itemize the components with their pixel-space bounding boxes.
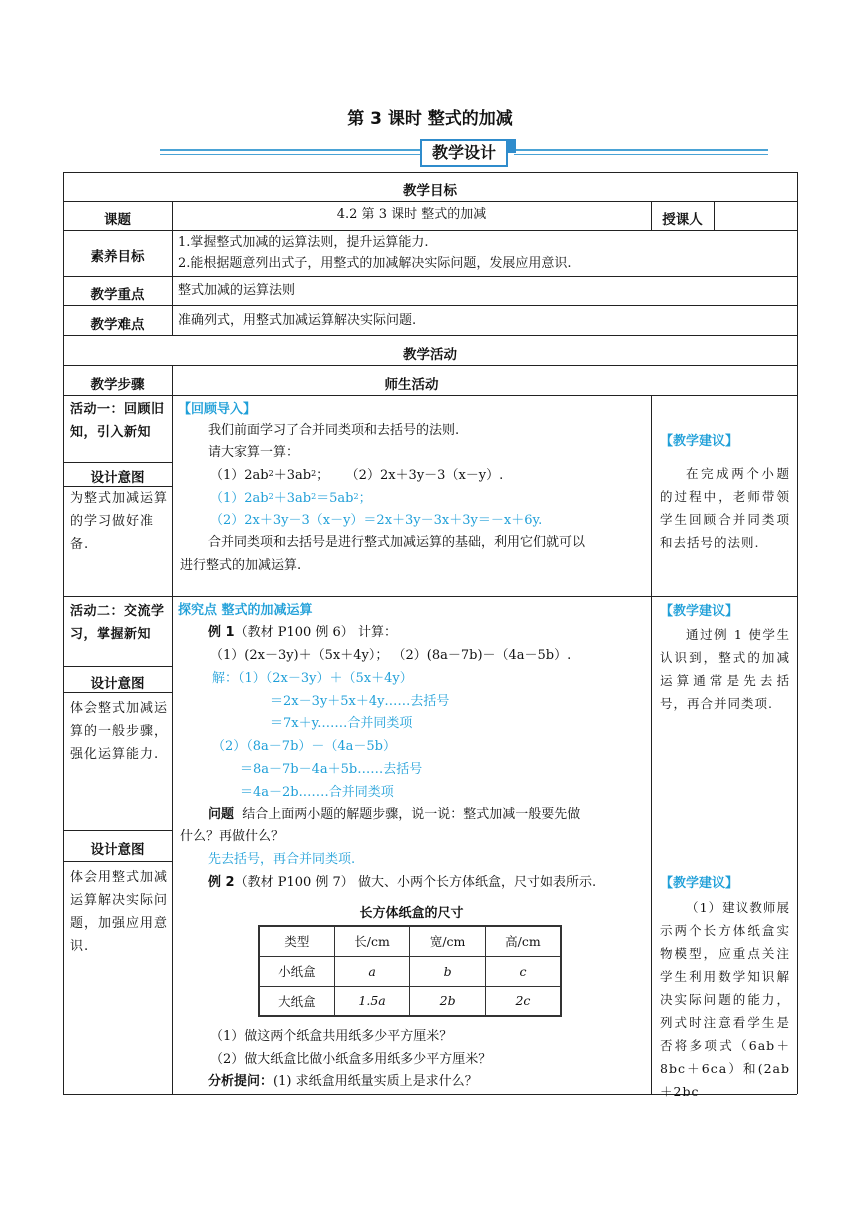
box-table-cell: 小纸盒	[259, 956, 334, 986]
activity1-line: 我们前面学习了合并同类项和去括号的法则.	[208, 423, 460, 438]
activity1-answer-1: $(1)2ab^2+3ab^2=5ab^2$；	[210, 491, 372, 506]
example1	[208, 622, 397, 644]
analysis-label: 分析提问：	[208, 1074, 274, 1089]
grid-h	[63, 335, 797, 336]
box-table-cell: 大纸盒	[259, 986, 334, 1016]
box-table-cell: b	[410, 956, 486, 986]
activity2-suggest2-text: （1）建议教师展示两个长方体纸盒实物模型，应重点关注学生利用数学知识解决实际问题的能力，列式时注意看学生是否将多项式（6ab＋8bc＋6ca）和(2ab＋2bc	[660, 900, 790, 1099]
grid-h	[63, 830, 172, 831]
question-text: 结合上面两小题的解题步骤，说一说：整式加减一般要先做	[242, 807, 581, 822]
steps-label: 教学步骤	[90, 377, 145, 393]
activity1-intent-label: 设计意图	[90, 470, 145, 486]
activity1-suggest-tag: 【教学建议】	[660, 434, 739, 449]
activity2-suggest1-tag: 【教学建议】	[660, 604, 739, 619]
box-table-cell: a	[334, 956, 410, 986]
example2-label: 例 2	[208, 875, 235, 890]
grid-v	[172, 365, 173, 1094]
grid-h	[63, 230, 797, 231]
activity2-name: 活动二：交流学习，掌握新知	[70, 604, 165, 642]
box-table-cell: 1.5a	[334, 986, 410, 1016]
question-text-2: 什么？再做什么？	[180, 829, 285, 844]
box-size-table	[258, 925, 562, 1017]
activity1-exercise: $(1)2ab^2+3ab^2$； （2）2x＋3y－3（x－y）.	[210, 468, 504, 483]
box-table-cell: c	[485, 956, 561, 986]
activity2-intent2-label: 设计意图	[90, 842, 145, 858]
box-table-cell: 2b	[410, 986, 486, 1016]
grid-h	[63, 462, 172, 463]
activity1-suggest-text: 在完成两个小题的过程中，老师带领学生回顾合并同类项和去括号的法则.	[660, 466, 790, 550]
box-table-header: 类型	[259, 926, 334, 956]
grid-v	[651, 395, 652, 1094]
box-table-title: 长方体纸盒的尺寸	[359, 906, 464, 921]
activity2-section-tag: 探究点 整式的加减运算	[178, 603, 313, 618]
box-table-header: 长/cm	[334, 926, 410, 956]
example1-label: 例 1	[208, 625, 235, 640]
topic-label: 课题	[104, 212, 131, 228]
difficulty-label: 教学难点	[90, 317, 145, 333]
example1-problem: （1）(2x－3y)＋（5x＋4y）； （2）(8a－7b)－（4a－5b）.	[210, 648, 572, 663]
grid-v	[714, 201, 715, 230]
example2-question-1: （1）做这两个纸盒共用纸多少平方厘米？	[210, 1029, 453, 1044]
box-table-header: 高/cm	[485, 926, 561, 956]
difficulty-value: 准确列式，用整式加减运算解决实际问题.	[178, 313, 417, 328]
activity1-intent-text: 为整式加减运算的学习做好准备.	[70, 491, 169, 552]
analysis	[208, 1071, 478, 1093]
activity2-suggest1-text: 通过例 1 使学生认识到，整式的加减运算通常是先去括号，再合并同类项.	[660, 627, 790, 711]
literacy-line-1: 1.掌握整式加减的运算法则，提升运算能力.	[178, 235, 429, 250]
box-table-header: 宽/cm	[410, 926, 486, 956]
grid-h	[63, 861, 172, 862]
activity1-answer-2: （2）2x＋3y－3（x－y）＝2x＋3y－3x＋3y＝－x＋6y.	[210, 513, 543, 528]
banner-line-right	[514, 149, 768, 151]
activity1-line: 进行整式的加减运算.	[180, 558, 302, 573]
grid-h	[63, 666, 172, 667]
activities-header: 教学活动	[403, 347, 457, 363]
example2-text: （教材 P100 例 7） 做大、小两个长方体纸盒，尺寸如表所示.	[234, 875, 597, 890]
solution-line: ＝2x－3y＋5x＋4y……去括号	[270, 694, 450, 709]
banner-line-left	[160, 149, 422, 151]
activity2-intent-label: 设计意图	[90, 676, 145, 692]
grid-h	[63, 305, 797, 306]
solution-line: ＝8a－7b－4a＋5b……去括号	[240, 762, 423, 777]
question-label: 问题	[208, 807, 235, 822]
teacher-student-label: 师生活动	[384, 377, 439, 393]
key-value: 整式加减的运算法则	[178, 283, 296, 298]
banner-line-left-2	[160, 154, 422, 155]
activity2-intent2-text: 体会用整式加减运算解决实际问题，加强应用意识.	[70, 870, 169, 954]
activity2-suggest2-tag: 【教学建议】	[660, 876, 739, 891]
teacher-label: 授课人	[662, 212, 703, 228]
page-title: 第 3 课时 整式的加减	[347, 109, 513, 129]
analysis-text: (1) 求纸盒用纸量实质上是求什么？	[273, 1074, 478, 1089]
box-table-cell: 2c	[485, 986, 561, 1016]
literacy-line-2: 2.能根据题意列出式子，用整式的加减解决实际问题，发展应用意识.	[178, 256, 572, 271]
solution-line: （2）（8a－7b）－（4a－5b）	[212, 739, 396, 754]
solution-line: ＝7x＋y.……合并同类项	[270, 716, 413, 731]
banner-tab	[506, 139, 516, 153]
banner-line-right-2	[514, 154, 768, 155]
question	[208, 804, 580, 826]
example2-question-2: （2）做大纸盒比做小纸盒多用纸多少平方厘米？	[210, 1052, 492, 1067]
grid-h	[63, 172, 797, 173]
activity1-line: 请大家算一算：	[208, 445, 300, 460]
grid-h	[63, 365, 797, 366]
grid-v	[63, 172, 64, 1094]
grid-h	[63, 201, 797, 202]
activity2-intent-text: 体会整式加减运算的一般步骤，强化运算能力.	[70, 701, 169, 762]
solution-line: 解：（1）（2x－3y）＋（5x＋4y）	[212, 671, 413, 686]
goals-header: 教学目标	[403, 183, 457, 199]
activity1-name: 活动一：回顾旧知，引入新知	[70, 402, 165, 440]
banner-label: 教学设计	[420, 139, 508, 167]
grid-h	[63, 395, 797, 396]
topic-value: 4.2 第 3 课时 整式的加减	[336, 207, 487, 222]
grid-v	[797, 172, 798, 1094]
question-answer: 先去括号，再合并同类项.	[208, 852, 356, 867]
grid-h	[63, 276, 797, 277]
grid-h	[63, 692, 172, 693]
activity1-section-tag: 【回顾导入】	[178, 402, 257, 417]
activity1-line: 合并同类项和去括号是进行整式加减运算的基础，利用它们就可以	[208, 535, 586, 550]
key-label: 教学重点	[90, 287, 145, 303]
example1-text: （教材 P100 例 6） 计算：	[234, 625, 397, 640]
solution-line: ＝4a－2b.……合并同类项	[240, 785, 394, 800]
literacy-label: 素养目标	[90, 249, 145, 265]
grid-h	[63, 596, 797, 597]
example2	[208, 872, 596, 894]
